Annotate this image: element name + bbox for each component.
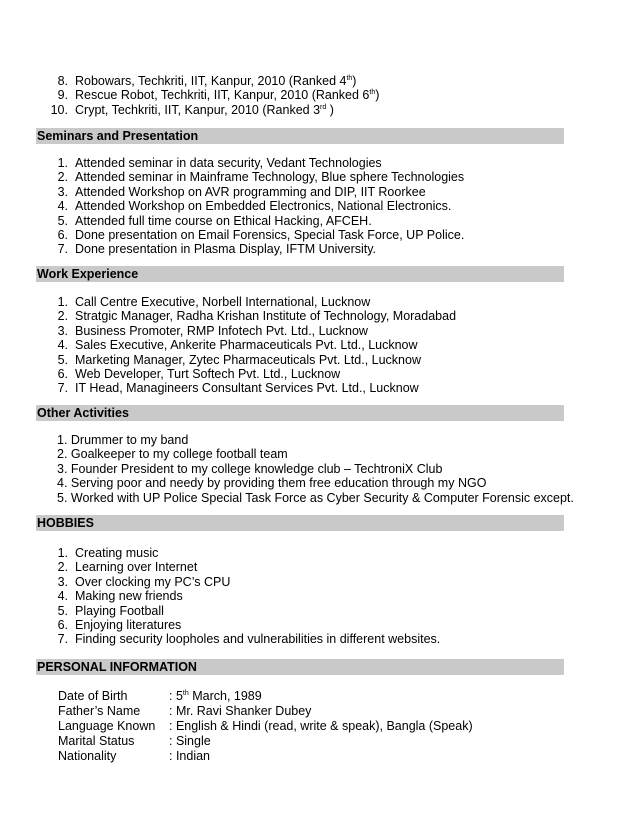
marital-label: Marital Status <box>58 734 135 748</box>
item-text: Done presentation in Plasma Display, IFTM University. <box>75 242 377 257</box>
item-number: 5. <box>57 213 68 228</box>
item-text: Finding security loopholes and vulnerabilities in different websites. <box>75 632 441 647</box>
item-text: Attended Workshop on Embedded Electronics, National Electronics. <box>75 199 452 214</box>
item-number: 8. <box>57 74 68 88</box>
item-number: 3. <box>57 574 68 589</box>
item-number: 6. <box>57 227 68 242</box>
item-number: 2. <box>57 170 68 185</box>
dob-value: : 5th March, 1989 <box>169 689 262 703</box>
item-number: 4. <box>57 199 68 214</box>
father-label: Father’s Name <box>58 704 141 718</box>
marital-value: : Single <box>169 734 211 748</box>
item-text: Business Promoter, RMP Infotech Pvt. Ltd., Lucknow <box>75 323 368 338</box>
item-text: Learning over Internet <box>75 560 198 575</box>
list-item: 4. Serving poor and needy by providing them free education through my NGO <box>57 476 487 491</box>
dob-label: Date of Birth <box>58 689 128 703</box>
item-number: 4. <box>57 338 68 353</box>
item-number: 4. <box>57 589 68 604</box>
item-text: Enjoying literatures <box>75 617 182 632</box>
section-heading-work: Work Experience <box>36 266 564 282</box>
item-number: 2. <box>57 309 68 324</box>
section-heading-seminars: Seminars and Presentation <box>36 128 564 144</box>
item-text: Web Developer, Turt Softech Pvt. Ltd., Lucknow <box>75 366 341 381</box>
nationality-label: Nationality <box>58 749 117 763</box>
item-number: 10. <box>50 102 68 117</box>
item-text: Rescue Robot, Techkriti, IIT, Kanpur, 2010 (Ranked 6th) <box>75 88 380 103</box>
item-number: 7. <box>57 632 68 647</box>
list-item: 2. Goalkeeper to my college football team <box>57 447 288 462</box>
item-text: Attended seminar in Mainframe Technology, Blue sphere Technologies <box>75 170 465 185</box>
item-number: 3. <box>57 184 68 199</box>
item-number: 6. <box>57 617 68 632</box>
father-value: : Mr. Ravi Shanker Dubey <box>169 704 312 718</box>
section-heading-other: Other Activities <box>36 405 564 421</box>
item-text: Stratgic Manager, Radha Krishan Institute of Technology, Moradabad <box>75 309 457 324</box>
item-number: 9. <box>57 88 68 103</box>
item-number: 7. <box>57 242 68 257</box>
list-item: 1. Drummer to my band <box>57 433 189 447</box>
language-value: : English & Hindi (read, write & speak), Bangla (Speak) <box>169 719 473 733</box>
item-text: Call Centre Executive, Norbell International, Lucknow <box>75 295 371 309</box>
item-text: Robowars, Techkriti, IIT, Kanpur, 2010 (Ranked 4th) <box>75 74 357 88</box>
item-text: Crypt, Techkriti, IIT, Kanpur, 2010 (Ranked 3rd ) <box>75 102 334 117</box>
item-number: 1. <box>57 156 68 170</box>
item-number: 6. <box>57 366 68 381</box>
section-heading-personal: PERSONAL INFORMATION <box>36 659 564 675</box>
item-text: Making new friends <box>75 589 183 604</box>
item-text: Playing Football <box>75 603 164 618</box>
list-item: 5. Worked with UP Police Special Task Force as Cyber Security & Computer Forensic except. <box>57 490 574 505</box>
item-text: Over clocking my PC’s CPU <box>75 574 231 589</box>
other-activities-list <box>57 433 574 505</box>
item-text: Marketing Manager, Zytec Pharmaceuticals Pvt. Ltd., Lucknow <box>75 352 421 367</box>
item-number: 1. <box>57 546 68 560</box>
item-text: Attended Workshop on AVR programming and DIP, IIT Roorkee <box>75 184 426 199</box>
item-number: 5. <box>57 352 68 367</box>
item-number: 3. <box>57 323 68 338</box>
item-text: IT Head, Managineers Consultant Services Pvt. Ltd., Lucknow <box>75 381 419 396</box>
section-heading-hobbies: HOBBIES <box>36 515 564 531</box>
item-number: 2. <box>57 560 68 575</box>
item-number: 7. <box>57 381 68 396</box>
item-number: 5. <box>57 603 68 618</box>
item-number: 1. <box>57 295 68 309</box>
list-item: 3. Founder President to my college knowledge club – TechtroniX Club <box>57 461 443 476</box>
nationality-value: : Indian <box>169 749 211 763</box>
item-text: Done presentation on Email Forensics, Special Task Force, UP Police. <box>75 227 465 242</box>
item-text: Creating music <box>75 546 159 560</box>
item-text: Attended seminar in data security, Vedant Technologies <box>75 156 382 170</box>
item-text: Attended full time course on Ethical Hacking, AFCEH. <box>75 213 372 228</box>
item-text: Sales Executive, Ankerite Pharmaceuticals Pvt. Ltd., Lucknow <box>75 338 418 353</box>
language-label: Language Known <box>58 719 156 733</box>
